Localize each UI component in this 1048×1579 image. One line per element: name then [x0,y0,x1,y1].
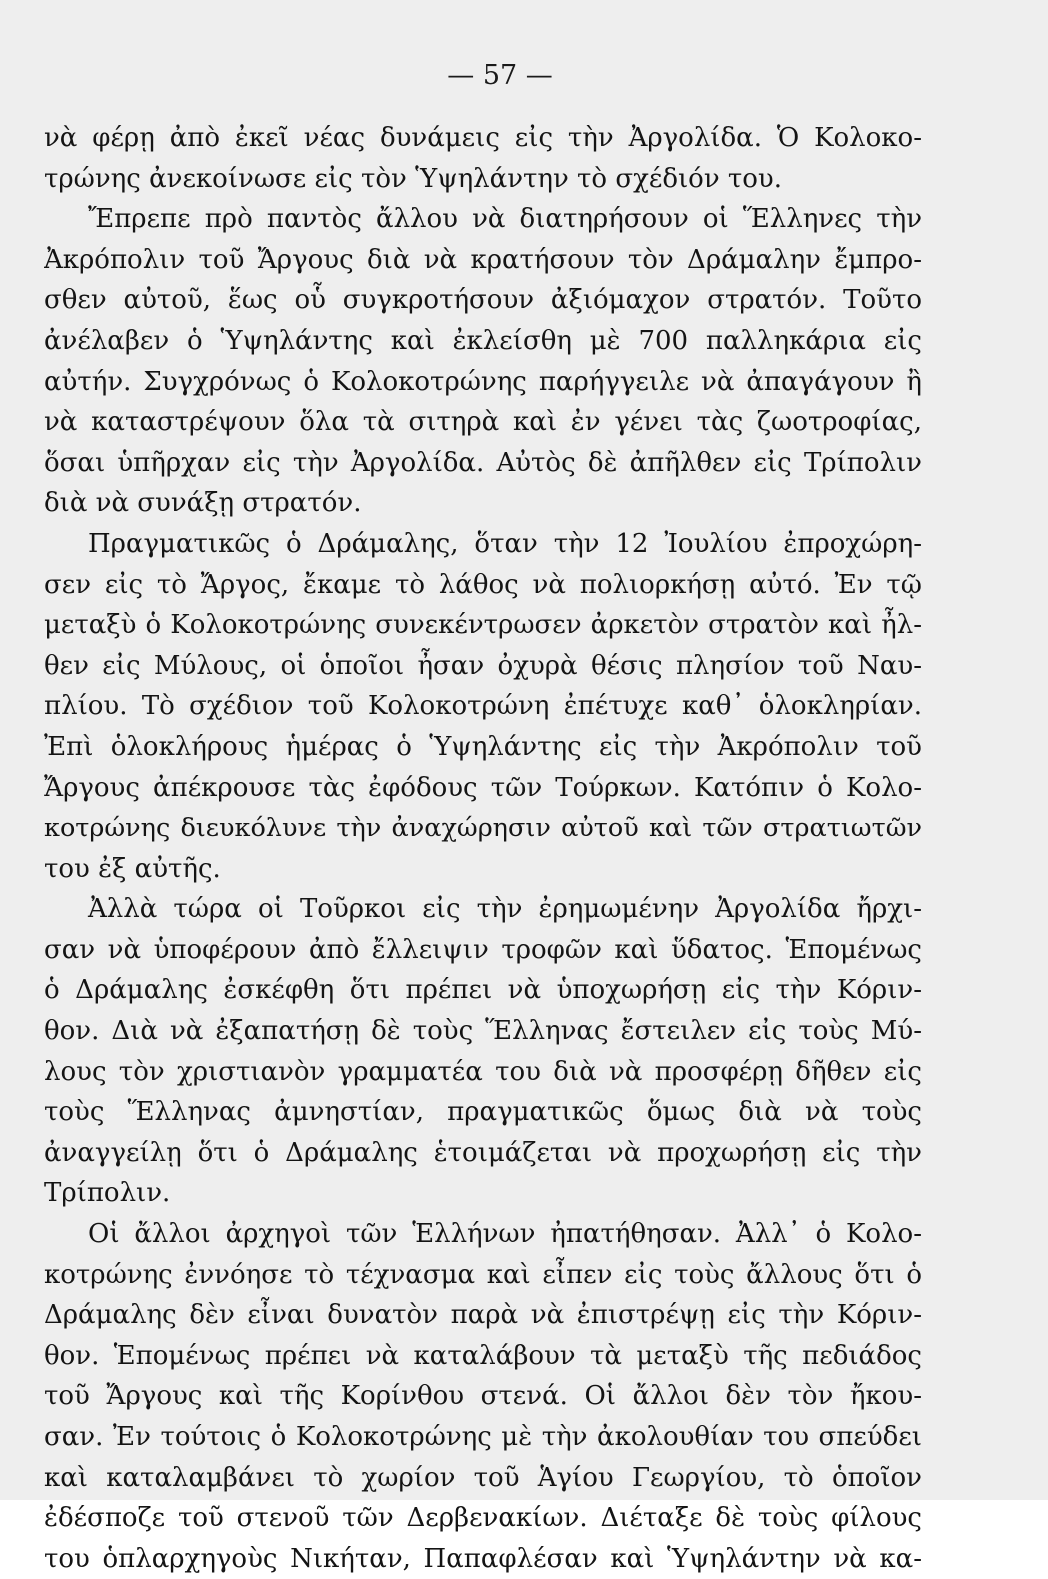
text-line: θον. Ἑπομένως πρέπει νὰ καταλάβουν τὰ μεταξὺ τῆς πεδιάδος [44,1340,922,1371]
text-line: σαν. Ἐν τούτοις ὁ Κολοκοτρώνης μὲ τὴν ἀκολουθίαν του σπεύδει [44,1422,922,1452]
text-line: ὁ Δράμαλης ἐσκέφθη ὅτι πρέπει νὰ ὑποχωρήσῃ εἰς τὴν Κόριν- [44,975,922,1006]
text-line: ἀνέλαβεν ὁ Ὑψηλάντης καὶ ἐκλείσθη μὲ 700 παλληκάρια εἰς [44,325,922,356]
text-line: μεταξὺ ὁ Κολοκοτρώνης συνεκέντρωσεν ἀρκετὸν στρατὸν καὶ ἦλ- [44,610,922,641]
text-line: ἐδέσποζε τοῦ στενοῦ τῶν Δερβενακίων. Διέταξε δὲ τοὺς φίλους [44,1503,922,1534]
text-line: του ἐξ αὐτῆς. [44,853,221,884]
text-line: Ἀκρόπολιν τοῦ Ἄργους διὰ νὰ κρατήσουν τὸν Δράμαλην ἔμπρο- [44,244,922,275]
text-line: Πραγματικῶς ὁ Δράμαλης, ὅταν τὴν 12 Ἰουλίου ἐπροχώρη- [88,528,922,559]
text-line: θεν εἰς Μύλους, οἱ ὁποῖοι ἦσαν ὀχυρὰ θέσις πλησίον τοῦ Ναυ- [44,650,922,681]
text-line: Οἱ ἄλλοι ἀρχηγοὶ τῶν Ἑλλήνων ἠπατήθησαν. Ἀλλ᾽ ὁ Κολο- [88,1219,922,1250]
text-line: Δράμαλης δὲν εἶναι δυνατὸν παρὰ νὰ ἐπιστρέψῃ εἰς τὴν Κόριν- [44,1300,922,1331]
text-line: Τρίπολιν. [44,1178,171,1209]
text-line: σαν νὰ ὑποφέρουν ἀπὸ ἔλλειψιν τροφῶν καὶ ὕδατος. Ἑπομένως [44,934,922,965]
text-line: καὶ καταλαμβάνει τὸ χωρίον τοῦ Ἁγίου Γεωργίου, τὸ ὁποῖον [44,1462,922,1493]
text-line: διὰ νὰ συνάξῃ στρατόν. [44,488,362,519]
text-line: Ἀλλὰ τώρα οἱ Τοῦρκοι εἰς τὴν ἐρημωμένην Ἀργολίδα ἤρχι- [88,894,922,925]
text-line: σθεν αὐτοῦ, ἕως οὗ συγκροτήσουν ἀξιόμαχον στρατόν. Τοῦτο [44,285,922,316]
body-text [44,118,922,1579]
text-line: σεν εἰς τὸ Ἄργος, ἔκαμε τὸ λάθος νὰ πολιορκήσῃ αὐτό. Ἐν τῷ [44,569,922,600]
text-line: τρώνης ἀνεκοίνωσε εἰς τὸν Ὑψηλάντην τὸ σχέδιόν του. [44,163,783,194]
text-line: ὅσαι ὑπῆρχαν εἰς τὴν Ἀργολίδα. Αὐτὸς δὲ ἀπῆλθεν εἰς Τρίπολιν [44,447,922,478]
page-number: — 57 — [447,60,553,91]
text-line: Ἐπὶ ὁλοκλήρους ἡμέρας ὁ Ὑψηλάντης εἰς τὴν Ἀκρόπολιν τοῦ [44,731,922,762]
text-line: Ἔπρεπε πρὸ παντὸς ἄλλου νὰ διατηρήσουν οἱ Ἕλληνες τὴν [88,204,922,235]
text-line: πλίου. Τὸ σχέδιον τοῦ Κολοκοτρώνη ἐπέτυχε καθ᾽ ὁλοκληρίαν. [44,691,922,722]
text-line: αὐτήν. Συγχρόνως ὁ Κολοκοτρώνης παρήγγειλε νὰ ἀπαγάγουν ἢ [44,366,922,397]
text-line: θον. Διὰ νὰ ἐξαπατήσῃ δὲ τοὺς Ἕλληνας ἔστειλεν εἰς τοὺς Μύ- [44,1016,922,1047]
text-line: νὰ καταστρέψουν ὅλα τὰ σιτηρὰ καὶ ἐν γένει τὰς ζωοτροφίας, [44,407,922,438]
text-line: νὰ φέρῃ ἀπὸ ἐκεῖ νέας δυνάμεις εἰς τὴν Ἀργολίδα. Ὁ Κολοκο- [44,123,922,153]
text-line: του ὁπλαρχηγοὺς Νικήταν, Παπαφλέσαν καὶ Ὑψηλάντην νὰ κα- [44,1543,922,1574]
text-line: ἀναγγείλῃ ὅτι ὁ Δράμαλης ἑτοιμάζεται νὰ προχωρήσῃ εἰς τὴν [44,1137,922,1168]
text-line: κοτρώνης διευκόλυνε τὴν ἀναχώρησιν αὐτοῦ καὶ τῶν στρατιωτῶν [44,813,922,844]
text-line: τοὺς Ἕλληνας ἀμνηστίαν, πραγματικῶς ὅμως διὰ νὰ τοὺς [44,1097,922,1128]
text-line: λους τὸν χριστιανὸν γραμματέα του διὰ νὰ προσφέρῃ δῆθεν εἰς [44,1056,922,1087]
text-line: κοτρώνης ἐννόησε τὸ τέχνασμα καὶ εἶπεν εἰς τοὺς ἄλλους ὅτι ὁ [44,1259,922,1290]
text-line: Ἄργους ἀπέκρουσε τὰς ἐφόδους τῶν Τούρκων. Κατόπιν ὁ Κολο- [44,772,922,803]
text-line: τοῦ Ἄργους καὶ τῆς Κορίνθου στενά. Οἱ ἄλλοι δὲν τὸν ἤκου- [44,1381,922,1412]
